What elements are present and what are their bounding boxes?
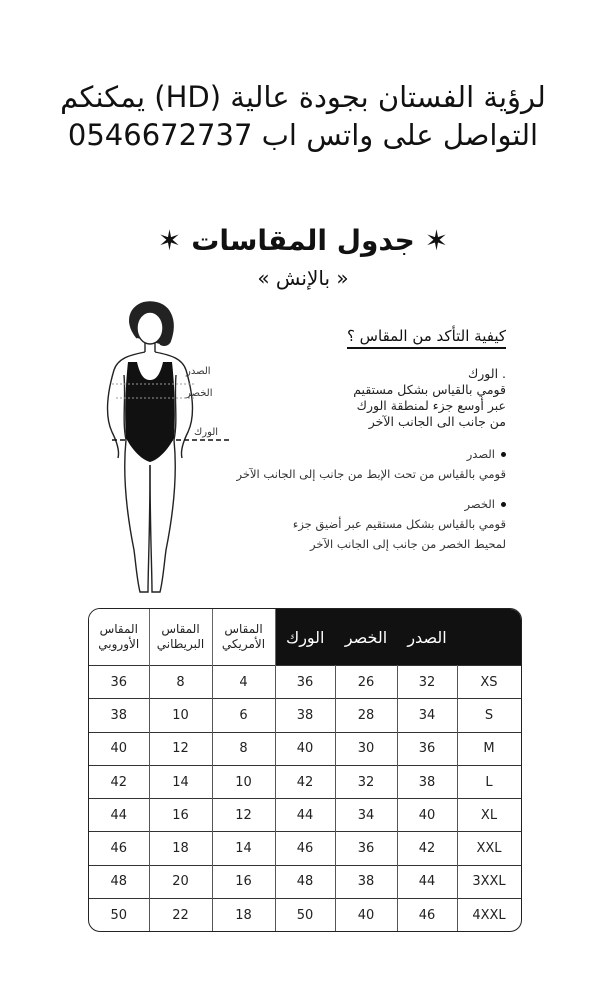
table-cell: 40 [397, 799, 457, 832]
table-cell: 46 [397, 899, 457, 932]
table-cell: 44 [89, 799, 149, 832]
table-cell: 50 [275, 899, 335, 932]
bust-label: الصدر [186, 366, 211, 377]
table-cell: 40 [335, 899, 397, 932]
table-cell: 40 [89, 732, 149, 765]
table-cell: 6 [212, 699, 275, 732]
title-row [0, 224, 606, 257]
table-cell: 10 [212, 765, 275, 798]
body-figure-svg [82, 300, 242, 600]
table-cell: 42 [89, 765, 149, 798]
table-cell: 40 [275, 732, 335, 765]
bullet-icon [501, 452, 506, 457]
table-cell: M [457, 732, 521, 765]
header-us-size: المقاس الأمريكي [212, 609, 275, 666]
table-cell: 28 [335, 699, 397, 732]
table-cell: 4XXL [457, 899, 521, 932]
table-cell: 48 [275, 865, 335, 898]
bullet-icon [501, 502, 506, 507]
table-cell: 36 [397, 732, 457, 765]
table-cell: 32 [335, 765, 397, 798]
table-cell: 48 [89, 865, 149, 898]
table-cell: 16 [212, 865, 275, 898]
table-row [89, 699, 521, 732]
bust-title: الصدر [466, 447, 495, 461]
promo-line-1: لرؤية الفستان بجودة عالية (HD) يمكنكم [60, 80, 546, 114]
table-cell: 38 [275, 699, 335, 732]
header-size [457, 609, 521, 666]
waist-line: قومي بالقياس بشكل مستقيم عبر أضيق جزء [292, 517, 506, 531]
table-row [89, 765, 521, 798]
table-cell: 44 [275, 799, 335, 832]
table-cell: 34 [335, 799, 397, 832]
table-cell: 38 [397, 765, 457, 798]
table-cell: 30 [335, 732, 397, 765]
table-cell: XS [457, 666, 521, 699]
table-cell: XL [457, 799, 521, 832]
table-cell: 3XXL [457, 865, 521, 898]
table-row [89, 899, 521, 932]
table-cell: 16 [149, 799, 212, 832]
sparkle-icon: ✶ [424, 223, 449, 257]
waist-instructions [226, 494, 506, 554]
table-cell: XXL [457, 832, 521, 865]
table-cell: 20 [149, 865, 212, 898]
table-cell: 50 [89, 899, 149, 932]
table-row [89, 865, 521, 898]
table-cell: 32 [397, 666, 457, 699]
table-row [89, 799, 521, 832]
table-cell: 10 [149, 699, 212, 732]
table-cell: 12 [212, 799, 275, 832]
table-cell: 44 [397, 865, 457, 898]
header-waist: الخصر [335, 609, 397, 666]
hip-label: الورك [194, 427, 219, 438]
table-cell: 26 [335, 666, 397, 699]
promo-text [0, 78, 606, 154]
table-cell: 4 [212, 666, 275, 699]
measure-guide-heading-box [236, 326, 506, 349]
hip-line: قومي بالقياس بشكل مستقيم [353, 382, 506, 397]
table-row [89, 832, 521, 865]
page-title: جدول المقاسات [191, 224, 415, 257]
table-cell: 8 [212, 732, 275, 765]
measure-guide-heading: كيفية التأكد من المقاس ؟ [347, 327, 506, 349]
table-cell: 42 [397, 832, 457, 865]
table-cell: 22 [149, 899, 212, 932]
table-cell: 36 [275, 666, 335, 699]
table-cell: 34 [397, 699, 457, 732]
table-cell: 14 [212, 832, 275, 865]
table-cell: 18 [149, 832, 212, 865]
waist-label: الخصر [186, 388, 213, 399]
table-row [89, 732, 521, 765]
table-cell: 14 [149, 765, 212, 798]
table-cell: 46 [275, 832, 335, 865]
header-bust: الصدر [397, 609, 457, 666]
promo-line-2: التواصل على واتس اب 0546672737 [67, 118, 539, 152]
hip-instructions [246, 366, 506, 430]
table-cell: 38 [335, 865, 397, 898]
size-chart-table [88, 608, 522, 932]
hip-line: عبر أوسع جزء لمنطقة الورك [356, 398, 506, 413]
table-row [89, 666, 521, 699]
header-uk-size: المقاس البريطاني [149, 609, 212, 666]
page-subtitle: « بالإنش » [257, 266, 349, 290]
bust-instructions [226, 444, 506, 484]
table-cell: 42 [275, 765, 335, 798]
table-cell: 36 [335, 832, 397, 865]
table-cell: 8 [149, 666, 212, 699]
header-eu-size: المقاس الأوروبي [89, 609, 149, 666]
hip-title: . الورك [467, 366, 506, 381]
table-cell: 12 [149, 732, 212, 765]
waist-line: لمحيط الخصر من جانب إلى الجانب الآخر [310, 537, 506, 551]
table-cell: 18 [212, 899, 275, 932]
table-cell: 38 [89, 699, 149, 732]
body-figure-illustration [82, 300, 242, 600]
table-cell: S [457, 699, 521, 732]
bust-text: قومي بالقياس من تحت الإبط من جانب إلى الجانب الآخر [236, 467, 506, 481]
table-cell: 46 [89, 832, 149, 865]
sparkle-icon: ✶ [157, 223, 182, 257]
table-cell: L [457, 765, 521, 798]
waist-title: الخصر [464, 497, 495, 511]
table-header-row [89, 609, 521, 666]
header-hip: الورك [275, 609, 335, 666]
table-cell: 36 [89, 666, 149, 699]
hip-line: من جانب الى الجانب الآخر [368, 414, 506, 429]
